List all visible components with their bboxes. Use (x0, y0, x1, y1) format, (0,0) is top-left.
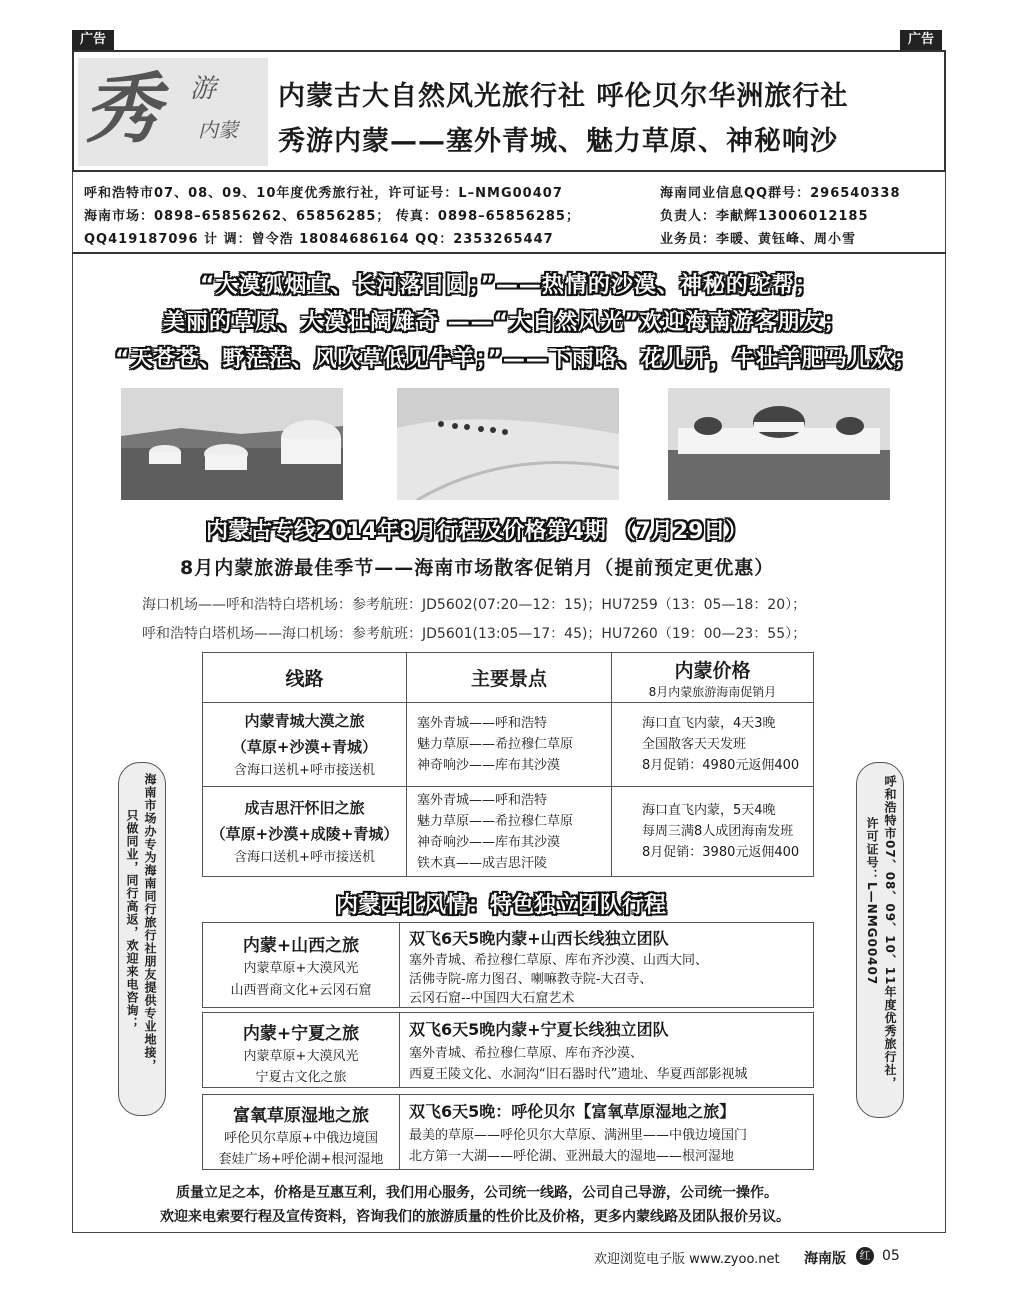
logo (78, 58, 268, 166)
info-row2-right: 负责人：李献辉13006012185 (660, 209, 869, 224)
info-row3-right: 业务员：李暖、黄钰峰、周小雪 (660, 232, 857, 247)
col-header-route: 线路 (203, 653, 407, 703)
side-left-col2: 只做同业，同行高返，欢迎来电咨询； (125, 809, 139, 1030)
info-row1-left: 呼和浩特市07、08、09、10年度优秀旅行社，许可证号：L–NMG00407 (84, 186, 563, 201)
slogan-1: “大漠孤烟直、长河落日圆；”——热情的沙漠、神秘的驼帮； (200, 273, 818, 298)
side-note-right (856, 762, 904, 1118)
price-table (202, 652, 814, 877)
footer-line2: 欢迎来电索要行程及宣传资料，咨询我们的旅游质量的性价比及价格，更多内蒙线路及团队报价另议。 (160, 1209, 790, 1225)
slogan-3: “天苍苍、野茫茫、风吹草低见牛羊；”——下雨咯、花儿开，牛壮羊肥马儿欢； (115, 347, 917, 372)
section2-title: 内蒙西北风情：特色独立团队行程 (336, 893, 667, 918)
footer-line1: 质量立足之本，价格是互惠互利，我们用心服务，公司统一线路，公司自己导游，公司统一操作。 (176, 1185, 778, 1201)
tour-box-hulunbuir: 富氧草原湿地之旅 呼伦贝尔草原+中俄边境国 套娃广场+呼伦湖+根河湿地 双飞6天5晚：呼伦贝尔【富氧草原湿地之旅】 最美的草原——呼伦贝尔大草原、满洲里——中俄边境国门 北方第一大湖——呼伦湖、亚洲最大的湿地——根河湿地 (202, 1094, 814, 1170)
logo-sub2: 内蒙 (198, 118, 238, 142)
side-note-left (118, 762, 166, 1116)
flight-outbound: 海口机场——呼和浩特白塔机场：参考航班：JD5602(07:20—12：15)；HU7259（13：05—18：20）； (142, 597, 807, 613)
table-row: 成吉思汗怀旧之旅 （草原+沙漠+成陵+青城） 含海口送机+呼市接送机 塞外青城——呼和浩特 魅力草原——希拉穆仁草原 神奇响沙——库布其沙漠 铁木真——成吉思汗陵 海口直飞内蒙，5天4晚 每周三满8人成团海南发班 8月促销：3980元返佣400 (203, 787, 814, 877)
side-right-col1: 呼和浩特市07、08、09、10、11年度优秀旅行社， (883, 775, 897, 1090)
tour-box-shanxi: 内蒙+山西之旅 内蒙草原+大漠风光 山西晋商文化+云冈石窟 双飞6天5晚内蒙+山西长线独立团队 塞外青城、希拉穆仁草原、库布齐沙漠、山西大同、 活佛寺院-席力图召、喇嘛教寺院-大召寺、 云冈石窟--中国四大石窟艺术 (202, 922, 814, 1008)
edition-badge: 红 (856, 1247, 874, 1265)
browse-link[interactable]: 欢迎浏览电子版 www.zyoo.net (594, 1252, 780, 1267)
promo-line: 8月内蒙旅游最佳季节——海南市场散客促销月（提前预定更优惠） (180, 557, 775, 579)
side-right-col2: 许可证号：L—NMG00407 (865, 817, 879, 986)
ad-label-left: 广告 (72, 30, 114, 50)
tour-box-ningxia: 内蒙+宁夏之旅 内蒙草原+大漠风光 宁夏古文化之旅 双飞6天5晚内蒙+宁夏长线独立团队 塞外青城、希拉穆仁草原、库布齐沙漠、 西夏王陵文化、水洞沟“旧石器时代”遗址、华夏西部影视城 (202, 1012, 814, 1088)
logo-sub1: 游 (190, 74, 217, 104)
flight-return: 呼和浩特白塔机场——海口机场：参考航班：JD5601(13:05—17：45)；HU7260（19：00—23：55）； (142, 626, 807, 642)
page-number: 05 (882, 1248, 900, 1264)
col-header-spots: 主要景点 (407, 653, 612, 703)
photo-yurts (121, 388, 343, 500)
table-row: 内蒙青城大漠之旅 （草原+沙漠+青城） 含海口送机+呼市接送机 塞外青城——呼和浩特 魅力草原——希拉穆仁草原 神奇响沙——库布其沙漠 海口直飞内蒙，4天3晚 全国散客天天发班 8月促销：4980元返佣400 (203, 703, 814, 787)
agency-names: 内蒙古大自然风光旅行社 呼伦贝尔华洲旅行社 (278, 81, 849, 112)
side-left-col1: 海南市场办专为海南同行旅行社朋友提供专业地接， (143, 773, 157, 1072)
section-title: 内蒙古专线2014年8月行程及价格第4期 （7月29日） (206, 519, 748, 544)
info-row1-right: 海南同业信息QQ群号：296540338 (660, 186, 901, 201)
info-row3-left: QQ419187096 计 调：曾令浩 18084686164 QQ：2353265447 (84, 232, 554, 247)
col-header-price: 内蒙价格 8月内蒙旅游海南促销月 (612, 653, 814, 703)
photo-mausoleum (668, 388, 890, 500)
edition-label: 海南版 (804, 1251, 846, 1267)
info-row2-left: 海南市场：0898–65856262、65856285； 传真：0898–65856285； (84, 209, 580, 224)
logo-char: 秀 (84, 64, 160, 153)
photo-desert (397, 388, 619, 500)
ad-label-right: 广告 (900, 30, 942, 50)
agency-slogan: 秀游内蒙——塞外青城、魅力草原、神秘响沙 (278, 126, 838, 157)
divider (72, 252, 946, 254)
slogan-2: 美丽的草原、大漠壮阔雄奇 ——“大自然风光”欢迎海南游客朋友； (163, 310, 847, 335)
